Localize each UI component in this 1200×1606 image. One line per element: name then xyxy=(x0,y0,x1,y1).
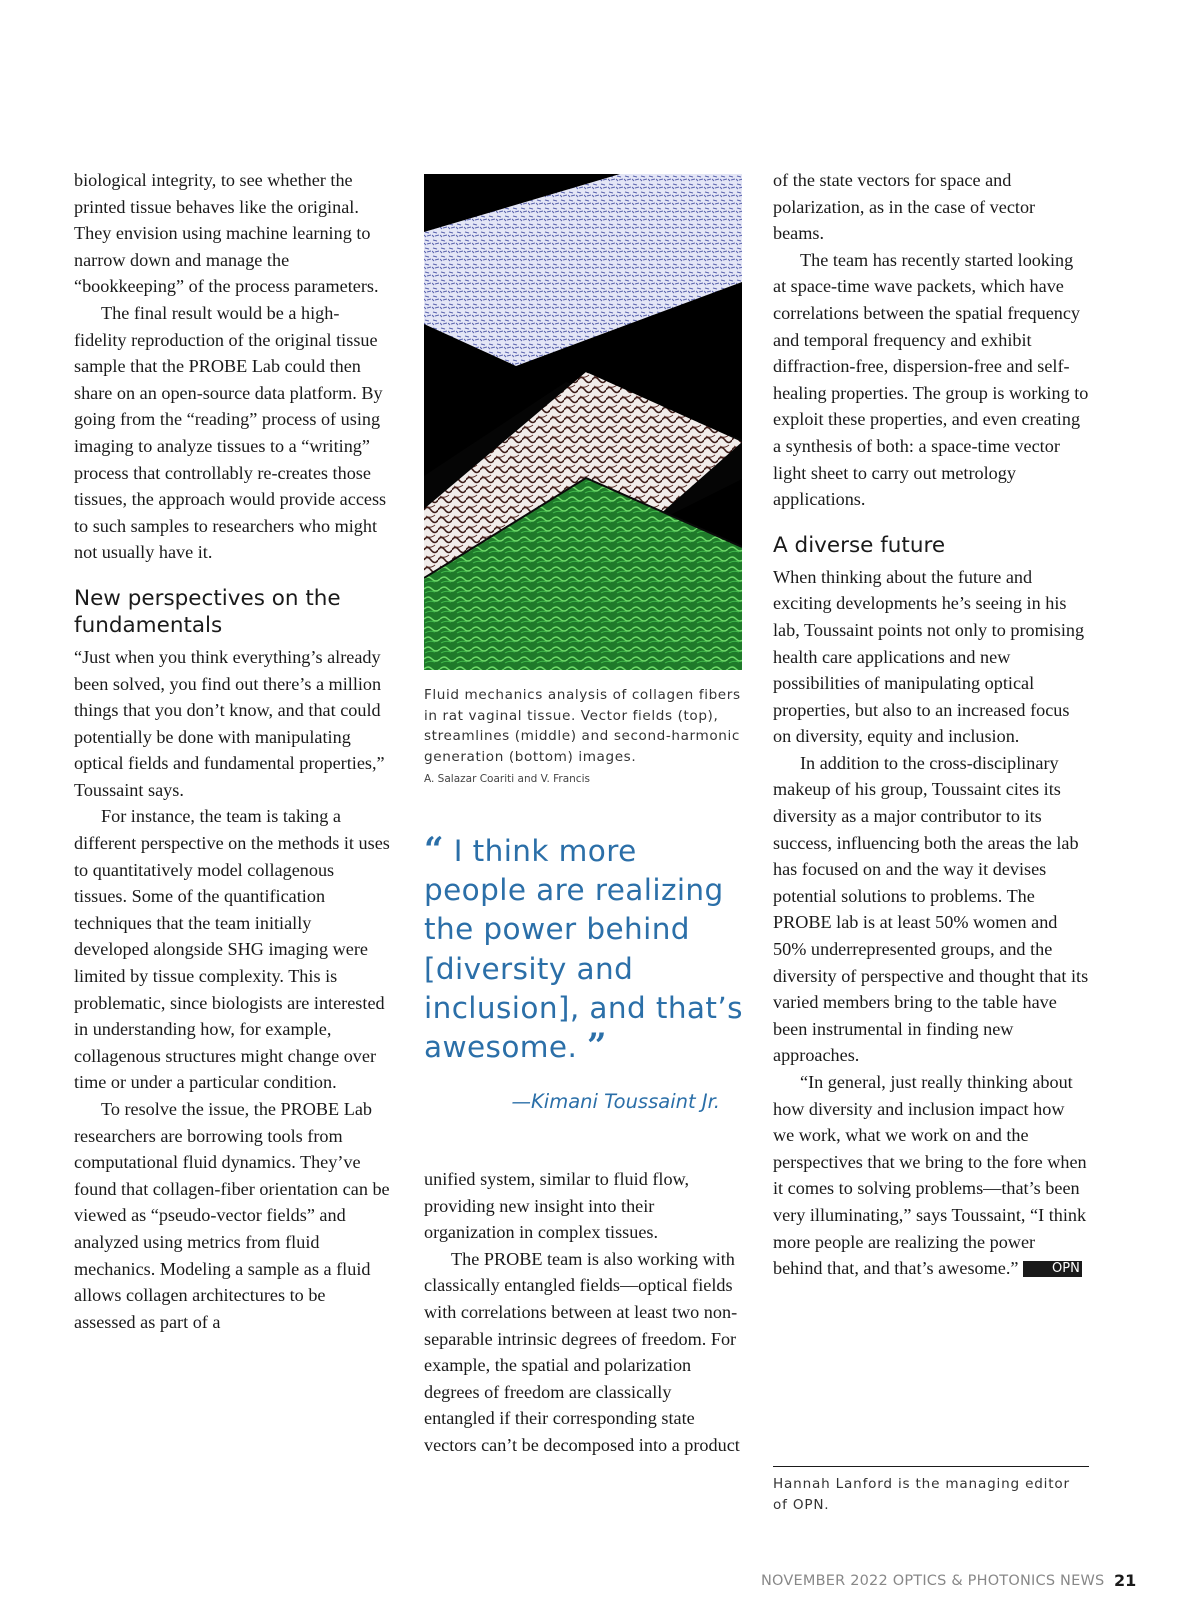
column-3 xyxy=(773,167,1089,1282)
author-bio: Hannah Lanford is the managing editor of OPN. xyxy=(773,1476,1070,1513)
section-heading: A diverse future xyxy=(773,532,946,558)
figure-caption: Fluid mechanics analysis of collagen fibers in rat vaginal tissue. Vector fields (top), streamlines (middle) and second-harmonic generation (bottom) images. xyxy=(424,687,741,765)
opn-end-mark: OPN xyxy=(1023,1261,1082,1277)
open-quote-mark: “ xyxy=(424,830,444,870)
section-heading: New perspectives on the fundamentals xyxy=(74,585,341,638)
paragraph: “Just when you think everything’s already been solved, you find out there’s a million things that you don’t know, and that could potentially be done with manipulating optical fields and fundamental properties,” Toussaint says. xyxy=(74,646,385,800)
layered-tissue-image xyxy=(424,174,742,670)
paragraph: The team has recently started looking at space-time wave packets, which have correlations between the spatial frequency and temporal frequency and exhibit diffraction-free, dispersion-free and self-healing properties. The group is working to exploit these properties, and even creating a synthesis of both: a space-time vector light sheet to carry out metrology applications. xyxy=(773,249,1089,510)
bio-divider xyxy=(773,1466,1089,1467)
paragraph: To resolve the issue, the PROBE Lab researchers are borrowing tools from computational fluid dynamics. They’ve found that collagen-fiber orientation can be viewed as “pseudo-vector fields” and analyzed using metrics from fluid mechanics. Modeling a sample as a fluid allows collagen architectures to be assessed as part of a xyxy=(74,1099,390,1332)
footer-issue-info: NOVEMBER 2022 OPTICS & PHOTONICS NEWS xyxy=(761,1573,1105,1589)
close-quote-mark: ” xyxy=(587,1026,607,1067)
pull-quote-text: I think more people are realizing the power behind [diversity and inclusion], and that’s awesome. xyxy=(424,834,743,1065)
paragraph: unified system, similar to fluid flow, providing new insight into their organization in complex tissues. xyxy=(424,1169,690,1243)
paragraph: When thinking about the future and exciting developments he’s seeing in his lab, Toussaint points not only to promising health care applications and new possibilities of manipulating optical properties, but also to an increased focus on diversity, equity and inclusion. xyxy=(773,566,1085,747)
paragraph: biological integrity, to see whether the printed tissue behaves like the original. They envision using machine learning to narrow down and manage the “bookkeeping” of the process parameters. xyxy=(74,170,379,297)
paragraph: The final result would be a high-fidelity reproduction of the original tissue sample that the PROBE Lab could then share on an open-source data platform. By going from the “reading” process of using imaging to analyze tissues to a “writing” process that controllably re-creates those tissues, the approach would provide access to such samples to researchers who might not usually have it. xyxy=(74,302,387,563)
paragraph xyxy=(773,1069,1089,1282)
paragraph: of the state vectors for space and polarization, as in the case of vector beams. xyxy=(773,170,1036,244)
figure-credit: A. Salazar Coariti and V. Francis xyxy=(424,773,590,785)
page-number: 21 xyxy=(1114,1571,1137,1590)
column-2 xyxy=(424,1166,740,1459)
collagen-figure xyxy=(424,174,742,670)
pull-quote-attribution: —Kimani Toussaint Jr. xyxy=(511,1090,720,1113)
column-1 xyxy=(74,167,390,1335)
paragraph: In addition to the cross-disciplinary makeup of his group, Toussaint cites its diversity as a major contributor to its success, influencing both the areas the lab has focused on and the way it devises potential solutions to problems. The PROBE lab is at least 50% women and 50% underrepresented groups, and the diversity of perspective and thought that its varied members bring to the table have been instrumental in finding new approaches. xyxy=(773,752,1089,1066)
paragraph: For instance, the team is taking a different perspective on the methods it uses to quantitatively model collagenous tissues. Some of the quantification techniques that the team initially developed alongside SHG imaging were limited by tissue complexity. This is problematic, since biologists are interested in understanding how, for example, collagenous structures might change over time or under a particular condition. xyxy=(74,806,390,1093)
closing-quote-text: “In general, just really thinking about how diversity and inclusion impact how we work, what we work on and the perspectives that we bring to the fore when it comes to solving problems—that’s been very illuminating,” says Toussaint, “I think more people are realizing the power behind that, and that’s awesome.” xyxy=(773,1072,1087,1279)
pull-quote xyxy=(424,832,744,1067)
paragraph: The PROBE team is also working with classically entangled fields—optical fields with correlations between at least two non-separable intrinsic degrees of freedom. For example, the spatial and polarization degrees of freedom are classically entangled if their corresponding state vectors can’t be decomposed into a product xyxy=(424,1248,740,1455)
